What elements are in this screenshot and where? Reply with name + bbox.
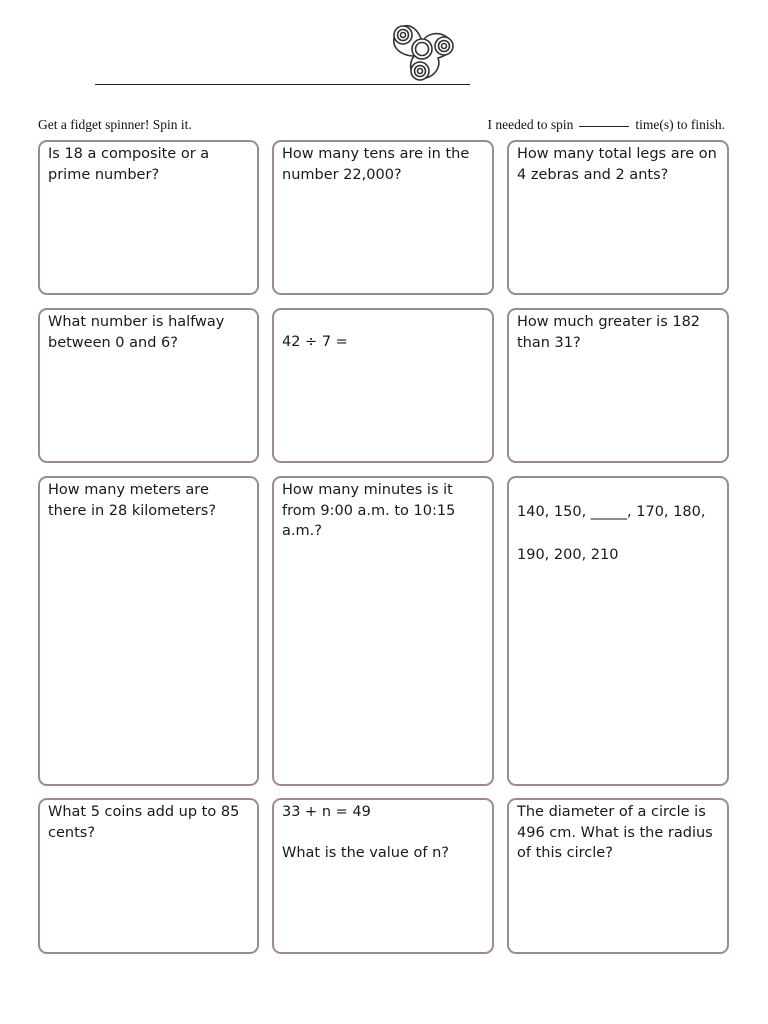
number-sequence <box>517 501 719 566</box>
question-card[interactable] <box>507 798 729 954</box>
instruction-right-after: time(s) to finish. <box>635 117 725 132</box>
question-card[interactable] <box>38 476 259 786</box>
fidget-spinner-icon <box>386 16 458 86</box>
question-text: How much greater is 182 than 31? <box>517 314 701 351</box>
question-card[interactable] <box>507 308 729 463</box>
question-text: Is 18 a composite or a prime number? <box>48 146 210 183</box>
question-card[interactable] <box>38 798 259 954</box>
question-text: How many tens are in the number 22,000? <box>282 146 470 183</box>
instruction-left: Get a fidget spinner! Spin it. <box>38 117 192 132</box>
question-card[interactable] <box>272 308 494 463</box>
equation-text: 33 + n = 49 <box>282 804 371 820</box>
question-card[interactable] <box>38 140 259 295</box>
question-card[interactable] <box>507 140 729 295</box>
sequence-line-2: 190, 200, 210 <box>517 547 619 563</box>
question-card[interactable] <box>272 476 494 786</box>
question-card[interactable] <box>507 476 729 786</box>
question-text: What 5 coins add up to 85 cents? <box>48 804 240 841</box>
question-text: What number is halfway between 0 and 6? <box>48 314 225 351</box>
question-text: How many minutes is it from 9:00 a.m. to 10:15 a.m.? <box>282 482 456 539</box>
sequence-line-1: 140, 150, _____, 170, 180, <box>517 504 706 520</box>
question-card[interactable] <box>38 308 259 463</box>
question-card[interactable] <box>272 798 494 954</box>
instruction-right <box>488 117 725 133</box>
spin-count-blank[interactable] <box>579 126 629 127</box>
question-text: The diameter of a circle is 496 cm. What is the radius of this circle? <box>517 804 713 861</box>
question-card[interactable] <box>272 140 494 295</box>
question-text: What is the value of n? <box>282 844 449 861</box>
question-text: How many meters are there in 28 kilometers? <box>48 482 217 519</box>
question-text: How many total legs are on 4 zebras and 2 ants? <box>517 146 717 183</box>
instruction-right-before: I needed to spin <box>487 117 574 132</box>
question-text: 42 ÷ 7 = <box>282 334 348 350</box>
